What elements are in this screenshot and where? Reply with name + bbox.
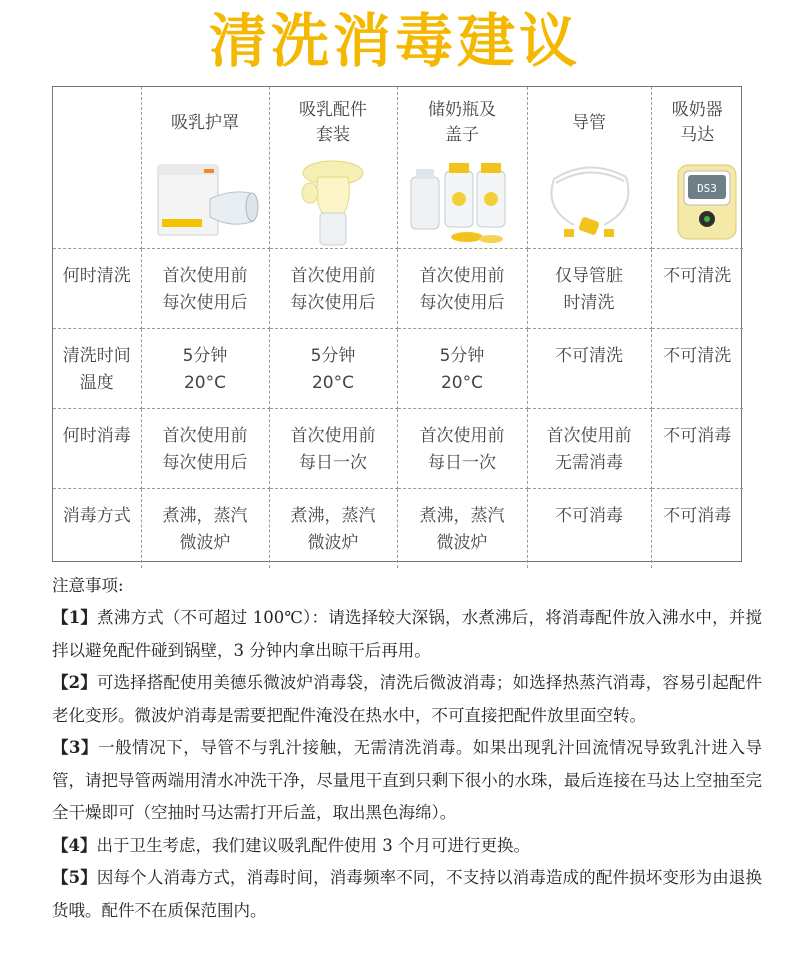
note-text: 可选择搭配使用美德乐微波炉消毒袋，清洗后微波消毒；如选择热蒸汽消毒，容易引起配件老化变形。微波炉消毒是需要把配件淹没在热水中，不可直接把配件放里面空转。: [52, 673, 762, 725]
cell-text: 不可消毒: [663, 425, 732, 446]
column-header: [141, 87, 269, 248]
table-cell: [269, 328, 397, 408]
cell-text: 煮沸，蒸汽 微波炉: [290, 505, 376, 553]
column-label: 储奶瓶及 盖子: [428, 100, 496, 145]
table-cell: [397, 488, 527, 568]
cell-text: 首次使用前 无需消毒: [546, 425, 632, 473]
table-cell: [527, 328, 651, 408]
notes-heading: 注意事项:: [52, 576, 124, 595]
note-number: 【4】: [52, 835, 97, 855]
table-cell: [527, 248, 651, 328]
motor-screen-text: DS3: [696, 182, 717, 195]
corner-cell: [53, 87, 141, 248]
note-item: [52, 732, 762, 830]
note-text: 煮沸方式（不可超过 100℃）：请选择较大深锅，水煮沸后，将消毒配件放入沸水中，并搅拌以避免配件碰到锅壁，3 分钟内拿出晾干后再用。: [52, 608, 762, 660]
table-cell: [141, 408, 269, 488]
cell-text: 5分钟 20°C: [439, 345, 485, 393]
storage-bottles-product-icon: [407, 159, 517, 247]
row-label: 何时消毒: [62, 425, 131, 446]
table-cell: [651, 248, 743, 328]
column-label: 导管: [572, 112, 606, 133]
table-cell: [397, 248, 527, 328]
row-label: 消毒方式: [62, 505, 131, 526]
pump-kit-product-icon: [278, 159, 388, 247]
note-number: 【1】: [52, 608, 98, 627]
table-cell: [269, 488, 397, 568]
cell-text: 首次使用前 每日一次: [290, 425, 376, 473]
note-item: [52, 602, 762, 667]
cell-text: 仅导管脏 时清洗: [555, 265, 623, 313]
column-label: 吸乳护罩: [171, 112, 239, 133]
column-header: [397, 87, 527, 248]
column-header: [527, 87, 651, 248]
cell-text: 首次使用前 每次使用后: [162, 265, 248, 313]
table-row: [53, 488, 743, 568]
table-cell: [397, 328, 527, 408]
column-label: 吸奶器 马达: [671, 100, 723, 145]
table-cell: [651, 488, 743, 568]
table-row: [53, 328, 743, 408]
row-label: 何时清洗: [62, 265, 131, 286]
table-cell: [651, 328, 743, 408]
row-label-cell: [53, 248, 141, 328]
cell-text: 不可消毒: [555, 505, 623, 526]
note-item: [52, 862, 762, 927]
cell-text: 煮沸，蒸汽 微波炉: [162, 505, 248, 553]
table-cell: [141, 488, 269, 568]
tubing-product-icon: [534, 159, 644, 247]
table-cell: [269, 408, 397, 488]
table-cell: [141, 328, 269, 408]
table-header-row: [53, 87, 743, 248]
row-label-cell: [53, 328, 141, 408]
note-item: [52, 830, 762, 863]
note-number: 【2】: [52, 673, 97, 692]
table-cell: [269, 248, 397, 328]
table-cell: [397, 408, 527, 488]
note-text: 出于卫生考虑，我们建议吸乳配件使用 3 个月可进行更换。: [96, 835, 530, 855]
table-row: [53, 408, 743, 488]
note-text: 一般情况下，导管不与乳汁接触，无需清洗消毒。如果出现乳汁回流情况导致乳汁进入导管，请把导管两端用清水冲洗干净，尽量甩干直到只剩下很小的水珠，最后连接在马达上空抽至完全干燥即可（空抽时马达需打开后盖，取出黑色海绵）。: [52, 738, 762, 822]
row-label-cell: [53, 408, 141, 488]
note-number: 【5】: [52, 868, 97, 887]
care-table: [52, 86, 742, 562]
cell-text: 5分钟 20°C: [182, 345, 228, 393]
table-cell: [527, 408, 651, 488]
breast-shield-product-icon: [150, 159, 260, 247]
cell-text: 5分钟 20°C: [310, 345, 356, 393]
cell-text: 首次使用前 每次使用后: [419, 265, 505, 313]
cell-text: 首次使用前 每次使用后: [162, 425, 248, 473]
row-label-cell: [53, 488, 141, 568]
cell-text: 不可清洗: [555, 345, 623, 366]
cell-text: 首次使用前 每日一次: [419, 425, 505, 473]
notes-section: [52, 570, 762, 927]
table-cell: [527, 488, 651, 568]
column-header: [651, 87, 743, 248]
cell-text: 不可清洗: [663, 265, 732, 286]
cell-text: 不可消毒: [663, 505, 732, 526]
column-header: [269, 87, 397, 248]
cell-text: 首次使用前 每次使用后: [290, 265, 376, 313]
pump-motor-product-icon: [652, 159, 762, 247]
note-item: [52, 667, 762, 732]
cell-text: 不可清洗: [663, 345, 732, 366]
column-label: 吸乳配件 套装: [299, 100, 367, 145]
table-cell: [651, 408, 743, 488]
note-text: 因每个人消毒方式，消毒时间，消毒频率不同，不支持以消毒造成的配件损坏变形为由退换货哦。配件不在质保范围内。: [52, 868, 762, 920]
table-cell: [141, 248, 269, 328]
cell-text: 煮沸，蒸汽 微波炉: [419, 505, 505, 553]
page-title: 清洗消毒建议: [208, 7, 581, 75]
table-row: [53, 248, 743, 328]
note-number: 【3】: [52, 738, 99, 757]
row-label: 清洗时间 温度: [62, 345, 131, 393]
